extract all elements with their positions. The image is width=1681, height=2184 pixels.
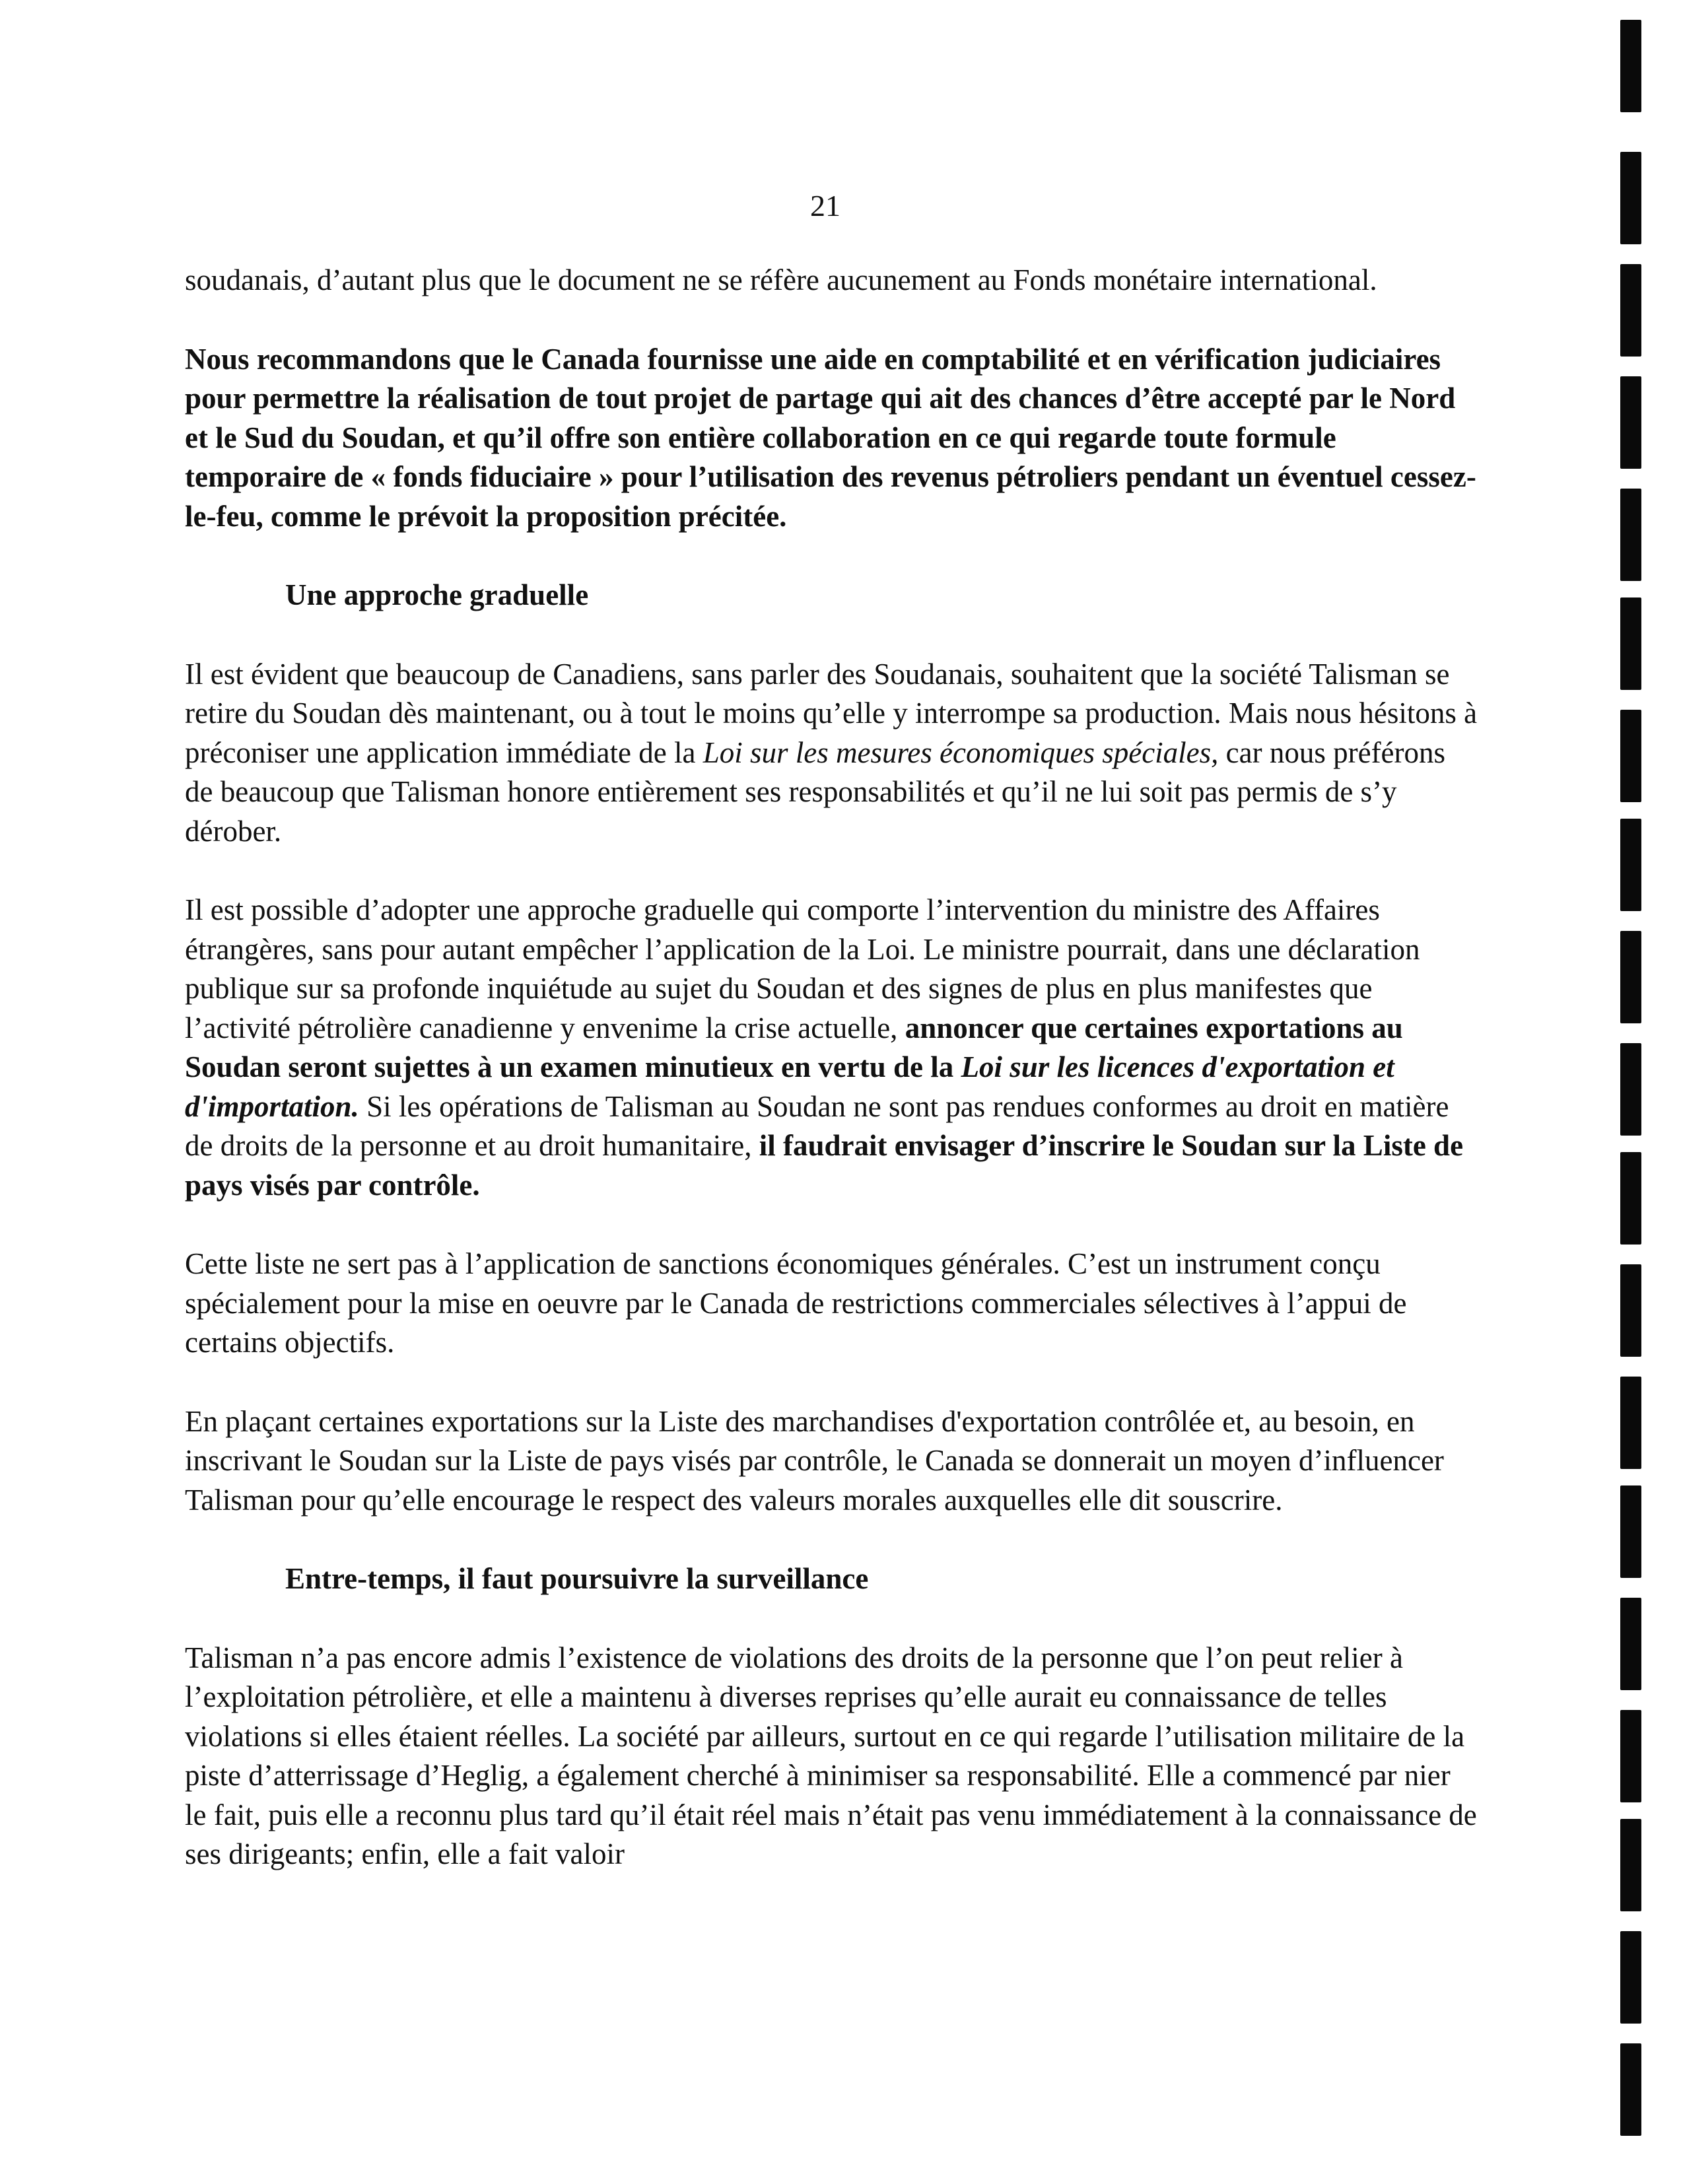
paragraph-export-control: En plaçant certaines exportations sur la Liste des marchandises d'exportation contrôlée et, au besoin, en inscrivant le Soudan sur la Liste de pays visés par contrôle, le Canada se donnerait un moyen d’influencer Talisman pour qu’elle encourage le respect des valeurs morales auxquelles elle dit souscrire. (185, 1404, 1444, 1517)
text-run: car nous préférons de beaucoup que Talisman honore entièrement ses responsabilités et qu’il ne lui soit pas permis de s’y dérober. (185, 735, 1446, 848)
registration-mark (1620, 489, 1641, 581)
registration-mark (1620, 819, 1641, 911)
registration-mark (1620, 1598, 1641, 1690)
paragraph-talisman-violations: Talisman n’a pas encore admis l’existence de violations des droits de la personne que l’on peut relier à l’exploitation pétrolière, et elle a maintenu à diverses reprises qu’elle aurait eu connaissance de telles violations si elles étaient réelles. La société par ailleurs, surtout en ce qui regarde l’utilisation militaire de la piste d’atterrissage d’Heglig, a également cherché à minimiser sa responsabilité. Elle a commencé par nier le fait, puis elle a reconnu plus tard qu’il était réel mais n’était pas venu immédiatement à la connaissance de ses dirigeants; enfin, elle a fait valoir (185, 1641, 1477, 1870)
registration-mark (1620, 1819, 1641, 1911)
paragraph-minister-intervention (185, 891, 1479, 1205)
text-run: Il est évident que beaucoup de Canadiens, sans parler des Soudanais, souhaitent que la société Talisman se retire du Soudan dès maintenant, ou à tout le moins qu’elle y interrompe sa production. Mais nous hésitons à préconiser une application immédiate de la (185, 657, 1478, 769)
text-run: Si les opérations de Talisman au Soudan ne sont pas rendues conformes au droit en matière de droits de la personne et au droit humanitaire, (185, 1089, 1449, 1162)
text-run: Il est possible d’adopter une approche graduelle qui comporte l’intervention du ministre des Affaires étrangères, sans pour autant empêcher l’application de la Loi. Le ministre pourrait, dans une déclaration publique sur sa profonde inquiétude au sujet du Soudan et des signes de plus en plus manifestes que l’activité pétrolière canadienne y envenime la crise actuelle, (185, 893, 1420, 1044)
registration-mark (1620, 710, 1641, 802)
registration-mark (1620, 1931, 1641, 2024)
law-title-bold-italic: Loi sur les licences d'exportation et d'importation. (185, 1050, 1394, 1123)
paragraph-continuation: soudanais, d’autant plus que le document ne se réfère aucunement au Fonds monétaire international. (185, 263, 1377, 296)
registration-mark (1620, 376, 1641, 469)
registration-mark (1620, 1152, 1641, 1245)
registration-mark (1620, 1377, 1641, 1469)
recommendation-paragraph: Nous recommandons que le Canada fournisse une aide en comptabilité et en vérification judiciaires pour permettre la réalisation de tout projet de partage qui ait des chances d’être accepté par le Nord et le Sud du Soudan, et qu’il offre son entière collaboration en ce qui regarde toute formule temporaire de « fonds fiduciaire » pour l’utilisation des revenus pétroliers pendant un éventuel cessez-le-feu, comme le prévoit la proposition précitée. (185, 342, 1476, 533)
page-number: 21 (810, 189, 840, 222)
bold-text-run: annoncer que certaines exportations au Soudan seront sujettes à un examen minutieux en vertu de la (185, 1011, 1403, 1083)
bold-text-run: il faudrait envisager d’inscrire le Soudan sur la Liste de pays visés par contrôle. (185, 1129, 1464, 1202)
registration-mark (1620, 2043, 1641, 2136)
registration-mark (1620, 1710, 1641, 1802)
registration-mark (1620, 264, 1641, 357)
registration-mark (1620, 1485, 1641, 1578)
law-title-italic: Loi sur les mesures économiques spéciales, (703, 735, 1219, 769)
registration-mark (1620, 1264, 1641, 1357)
section-heading-gradual-approach: Une approche graduelle (285, 578, 589, 611)
registration-mark (1620, 152, 1641, 244)
paragraph-control-list: Cette liste ne sert pas à l’application de sanctions économiques générales. C’est un instrument conçu spécialement pour la mise en oeuvre par le Canada de restrictions commerciales sélectives à l’appui de certains objectifs. (185, 1247, 1407, 1359)
paragraph-talisman-withdrawal (185, 655, 1479, 852)
registration-mark (1620, 1043, 1641, 1136)
registration-mark (1620, 931, 1641, 1023)
registration-mark (1620, 597, 1641, 690)
document-body (185, 261, 1479, 1874)
section-heading-monitoring: Entre-temps, il faut poursuivre la surveillance (285, 1562, 869, 1595)
scan-registration-marks (1602, 0, 1681, 2184)
registration-mark (1620, 20, 1641, 112)
